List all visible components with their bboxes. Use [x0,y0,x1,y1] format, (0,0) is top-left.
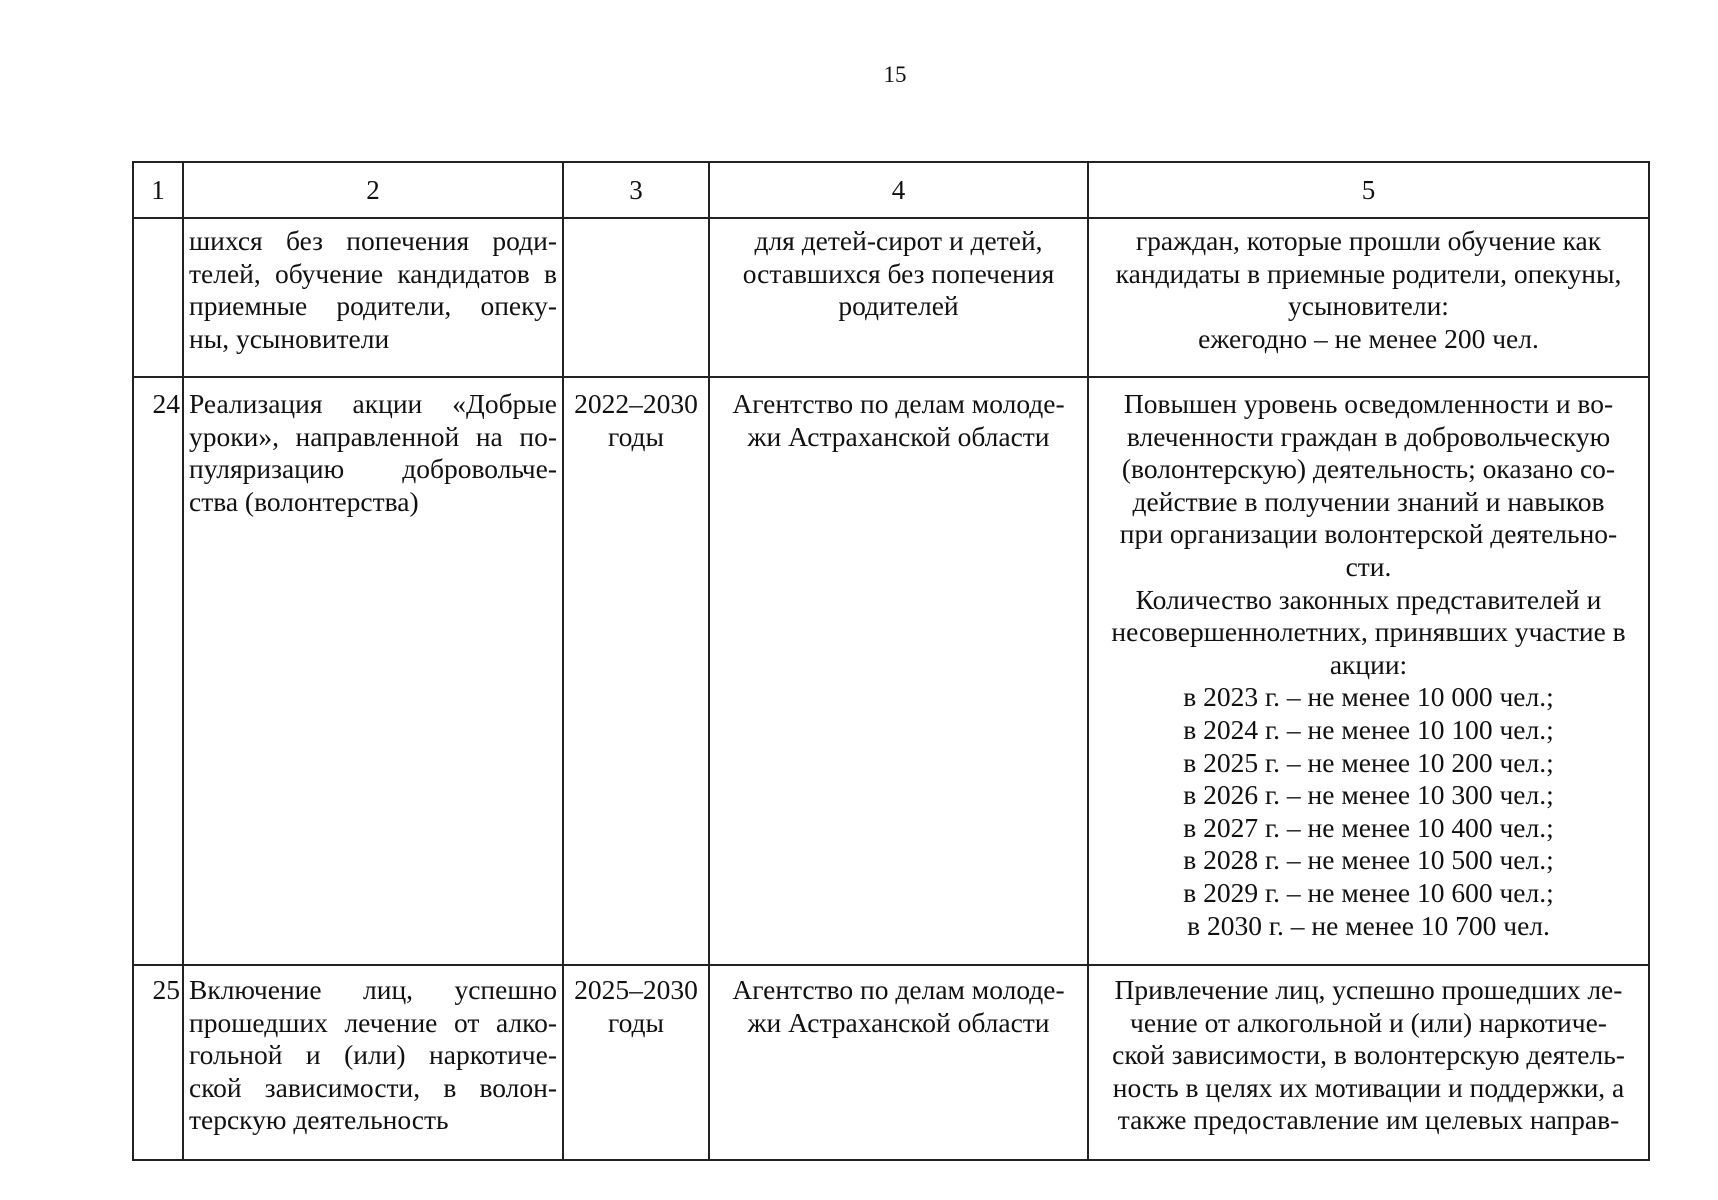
text-line: гольной и (или) наркотиче- [189,1039,557,1071]
row-number: 24 [133,377,183,965]
text-line: уроки», направленной на по- [189,420,557,452]
text-line: в 2026 г. – не менее 10 300 чел.; [1183,779,1554,811]
period-cell [563,377,709,965]
result-cell [1088,965,1649,1160]
text-line: в 2025 г. – не менее 10 200 чел.; [1183,746,1554,778]
text-line: в 2024 г. – не менее 10 100 чел.; [1183,713,1554,745]
executor-cell [709,218,1088,377]
executor-cell [709,377,1088,965]
table-row [133,218,1649,377]
text-line: (волонтерскую) деятельность; оказано со- [1121,453,1616,485]
text-line: для детей-сирот и детей, [754,225,1043,256]
text-line: 2025–2030 [574,974,698,1005]
table-header-row [133,162,1649,218]
text-line: в 2023 г. – не менее 10 000 чел.; [1183,681,1554,713]
text-line: влеченности граждан в добровольческую [1126,420,1611,452]
text-line: Привлечение лиц, успешно прошедших ле- [1114,974,1623,1005]
period-cell [563,218,709,377]
column-header: 4 [709,162,1088,218]
table-row [133,377,1649,965]
text-line: ской зависимости, в волон- [189,1071,557,1103]
text-line: действие в получении знаний и навыков [1132,485,1605,517]
column-header: 3 [563,162,709,218]
text-line: кандидаты в приемные родители, опекуны, [1115,257,1622,289]
text-line: приемные родители, опеку- [189,290,557,322]
text-line: пуляризацию добровольче- [189,453,557,485]
event-cell [183,965,563,1160]
text-line: Количество законных представителей и [1135,583,1602,615]
event-cell [183,377,563,965]
row-number: 25 [133,965,183,1160]
measures-table [132,161,1650,1161]
text-line: Агентство по делам молоде- [732,974,1065,1005]
text-line: в 2028 г. – не менее 10 500 чел.; [1183,844,1554,876]
text-line: прошедших лечение от алко- [189,1006,557,1038]
text-line: чение от алкогольной и (или) наркотиче- [1130,1006,1607,1038]
text-line: оставшихся без попечения [742,257,1055,289]
text-line: ны, усыновители [189,322,390,354]
text-line: ность в целях их мотивации и поддержки, а [1112,1071,1625,1103]
table-row [133,965,1649,1160]
text-line: Реализация акции «Добрые [189,388,557,419]
text-line: 2022–2030 [574,388,698,419]
text-line: Включение лиц, успешно [189,974,557,1005]
text-line: жи Астраханской области [747,420,1050,452]
text-line: в 2027 г. – не менее 10 400 чел.; [1183,811,1554,843]
page-number: 15 [883,62,907,87]
text-line: жи Астраханской области [747,1006,1050,1038]
text-line: годы [607,420,665,452]
text-line: сти. [1345,550,1392,582]
text-line: Повышен уровень осведомленности и во- [1123,388,1614,419]
text-line: годы [607,1006,665,1038]
text-line: терскую деятельность [189,1104,449,1136]
result-cell [1088,218,1649,377]
text-line: граждан, которые прошли обучение как [1135,225,1602,256]
column-header: 1 [133,162,183,218]
text-line: родителей [838,290,959,322]
text-line: ства (волонтерства) [189,485,419,517]
period-cell [563,965,709,1160]
text-line: в 2029 г. – не менее 10 600 чел.; [1183,876,1554,908]
row-number [133,218,183,377]
result-cell [1088,377,1649,965]
text-line: также предоставление им целевых направ- [1117,1104,1620,1136]
text-line: в 2030 г. – не менее 10 700 чел. [1187,909,1550,941]
text-line: ежегодно – не менее 200 чел. [1198,322,1539,354]
text-line: телей, обучение кандидатов в [189,257,557,289]
text-line: усыновители: [1288,290,1449,322]
text-line: ской зависимости, в волонтерскую деятель- [1112,1039,1625,1071]
column-header: 2 [183,162,563,218]
event-cell [183,218,563,377]
text-line: при организации волонтерской деятельно- [1119,518,1618,550]
text-line: акции: [1329,648,1408,680]
text-line: несовершеннолетних, принявших участие в [1111,616,1626,648]
column-header: 5 [1088,162,1649,218]
text-line: шихся без попечения роди- [189,225,557,256]
text-line: Агентство по делам молоде- [732,388,1065,419]
executor-cell [709,965,1088,1160]
